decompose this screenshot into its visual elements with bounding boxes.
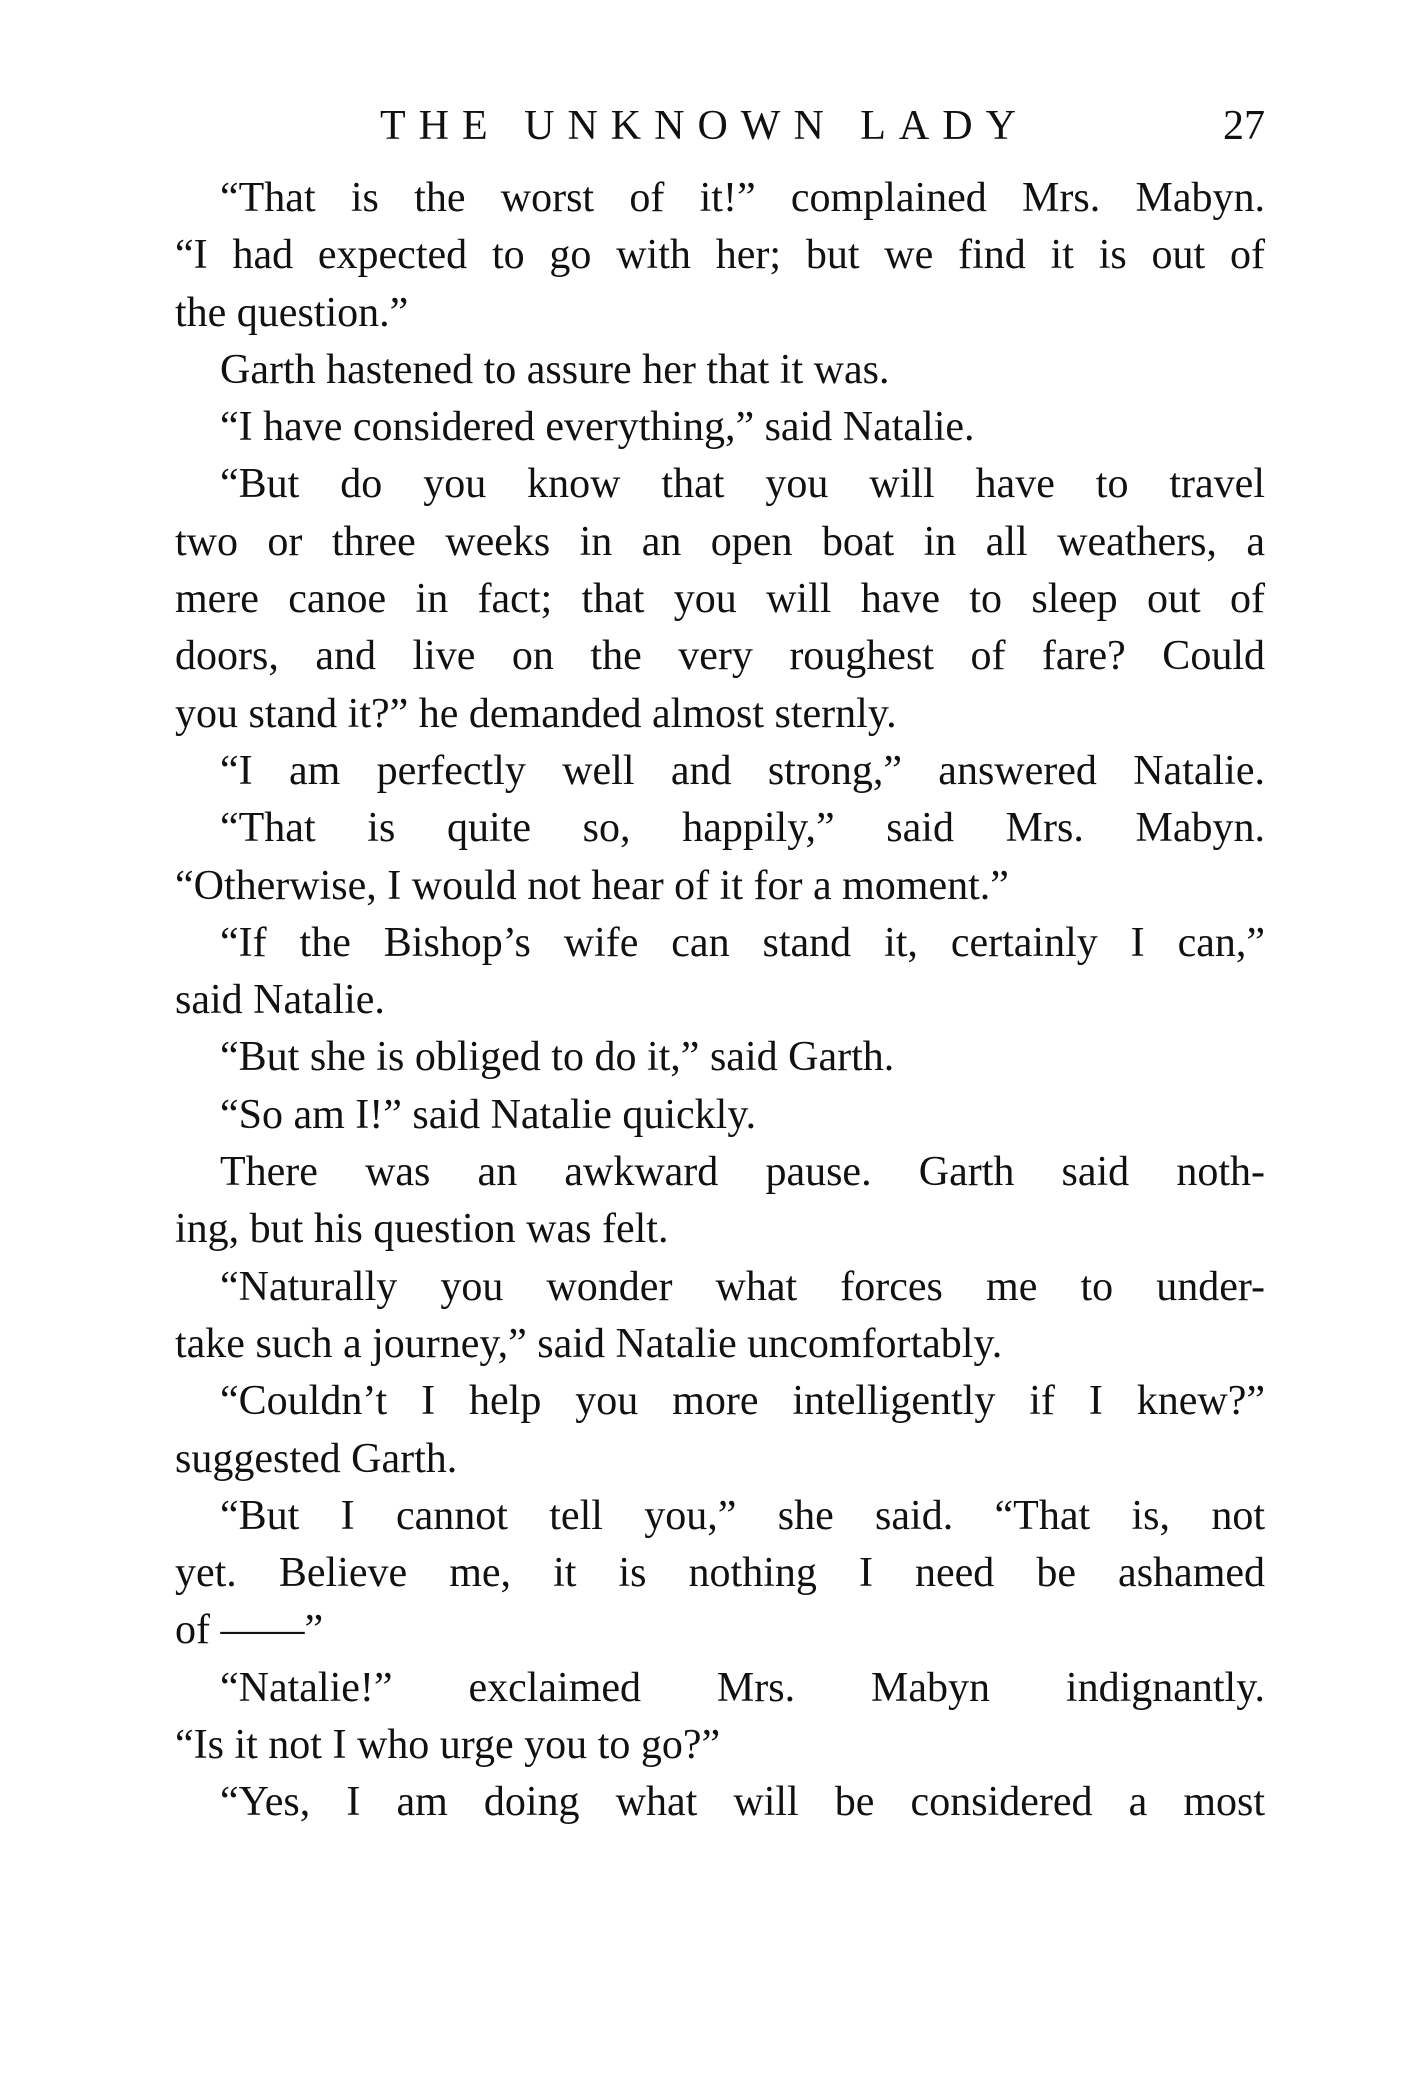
text-line: There was an awkward pause. Garth said noth- (220, 1149, 1265, 1196)
text-line: “If the Bishop’s wife can stand it, certainly I can,” (220, 919, 1265, 966)
text-line: Garth hastened to assure her that it was. (220, 346, 890, 393)
text-line: “But I cannot tell you,” she said. “That is, not (220, 1492, 1265, 1539)
text-line: you stand it?” he demanded almost sternly. (175, 690, 897, 737)
text-line: “So am I!” said Natalie quickly. (220, 1091, 757, 1138)
text-line: “Is it not I who urge you to go?” (175, 1722, 721, 1769)
text-line: “Natalie!” exclaimed Mrs. Mabyn indignantly. (220, 1664, 1265, 1711)
text-line: said Natalie. (175, 977, 385, 1024)
text-line: “That is the worst of it!” complained Mrs. Mabyn. (220, 175, 1265, 221)
running-head: THE UNKNOWN LADY (380, 103, 1029, 149)
page-number: 27 (1223, 103, 1265, 149)
text-line: “Otherwise, I would not hear of it for a moment.” (175, 862, 1009, 909)
text-line: “But do you know that you will have to travel (220, 461, 1265, 508)
text-line: ing, but his question was felt. (175, 1206, 669, 1253)
text-line: “That is quite so, happily,” said Mrs. Mabyn. (220, 805, 1265, 852)
text-line: “I had expected to go with her; but we find it is out of (175, 232, 1265, 279)
text-line: yet. Believe me, it is nothing I need be ashamed (175, 1550, 1265, 1597)
text-line: doors, and live on the very roughest of fare? Could (175, 633, 1265, 680)
text-line: take such a journey,” said Natalie uncomfortably. (175, 1320, 1003, 1367)
body-text (175, 170, 1265, 1832)
text-line: “I am perfectly well and strong,” answered Natalie. (220, 747, 1265, 794)
text-line: “Couldn’t I help you more intelligently if I knew?” (220, 1378, 1265, 1425)
text-line: “But she is obliged to do it,” said Garth. (220, 1034, 895, 1081)
text-line: “I have considered everything,” said Natalie. (220, 404, 975, 451)
text-line: “Yes, I am doing what will be considered a most (220, 1779, 1265, 1826)
text-line: suggested Garth. (175, 1435, 458, 1482)
text-line: mere canoe in fact; that you will have to sleep out of (175, 576, 1265, 623)
text-line: “Naturally you wonder what forces me to under- (220, 1263, 1265, 1310)
text-line: the question.” (175, 289, 409, 336)
text-line: of ——” (175, 1607, 324, 1654)
page-header (175, 98, 1265, 154)
text-line: two or three weeks in an open boat in all weathers, a (175, 518, 1265, 565)
